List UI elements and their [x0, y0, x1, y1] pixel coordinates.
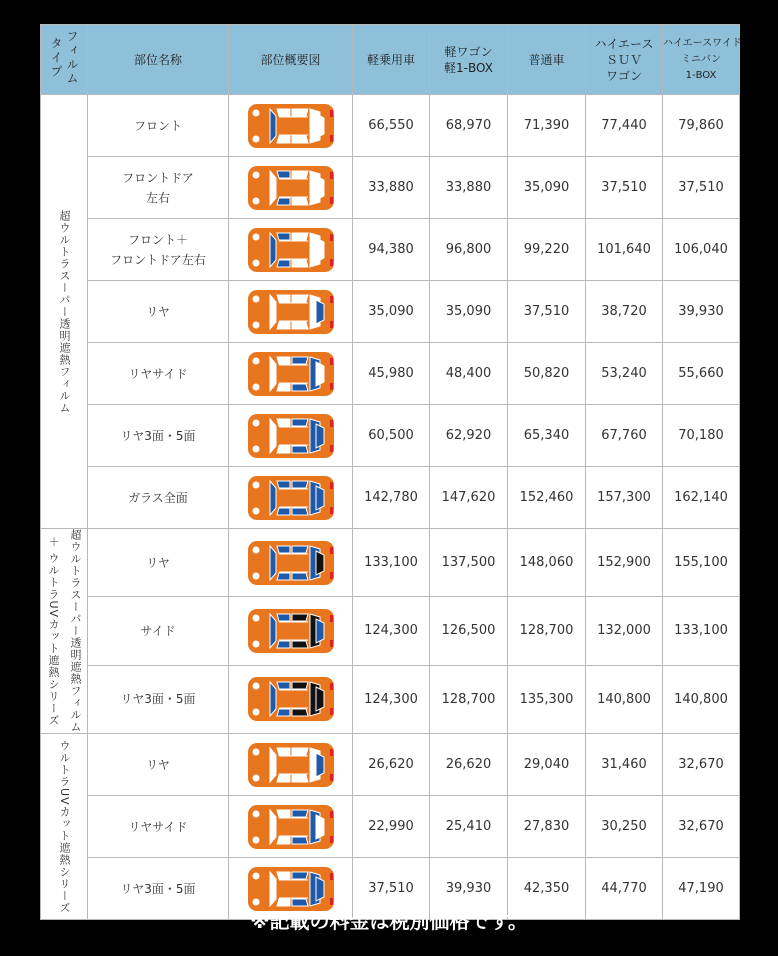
car-diagram-cell	[229, 529, 353, 597]
price-table-container	[40, 24, 742, 914]
price-cell: 48,400	[430, 343, 508, 405]
film-type-label-box	[41, 529, 87, 733]
part-name-cell: フロント	[88, 95, 229, 157]
price-cell: 50,820	[508, 343, 586, 405]
price-cell: 157,300	[586, 467, 663, 529]
header-part-name: 部位名称	[88, 25, 229, 95]
price-cell: 33,880	[430, 157, 508, 219]
price-cell: 26,620	[430, 734, 508, 796]
car-diagram-icon	[229, 224, 352, 276]
price-cell: 25,410	[430, 796, 508, 858]
film-type-cell	[41, 529, 88, 734]
car-diagram-icon	[229, 739, 352, 791]
car-diagram-icon	[229, 472, 352, 524]
car-diagram-icon	[229, 673, 352, 725]
price-cell: 106,040	[663, 219, 740, 281]
car-diagram-icon	[229, 162, 352, 214]
price-cell: 126,500	[430, 597, 508, 665]
price-cell: 44,770	[586, 858, 663, 920]
price-cell: 53,240	[586, 343, 663, 405]
price-cell: 32,670	[663, 796, 740, 858]
car-diagram-cell	[229, 343, 353, 405]
header-col-hiace-suv: ハイエース ＳＵＶ ワゴン	[586, 25, 663, 95]
price-cell: 32,670	[663, 734, 740, 796]
part-name-cell: フロントドア 左右	[88, 157, 229, 219]
price-cell: 147,620	[430, 467, 508, 529]
price-cell: 96,800	[430, 219, 508, 281]
price-cell: 155,100	[663, 529, 740, 597]
car-diagram-cell	[229, 219, 353, 281]
table-row	[41, 467, 740, 529]
price-cell: 65,340	[508, 405, 586, 467]
price-table	[40, 24, 740, 920]
car-diagram-cell	[229, 281, 353, 343]
header-col-futsu: 普通車	[508, 25, 586, 95]
car-diagram-cell	[229, 467, 353, 529]
part-name-cell: リヤ	[88, 734, 229, 796]
price-cell: 42,350	[508, 858, 586, 920]
price-cell: 140,800	[586, 665, 663, 733]
price-cell: 66,550	[353, 95, 430, 157]
price-cell: 142,780	[353, 467, 430, 529]
price-cell: 162,140	[663, 467, 740, 529]
car-diagram-cell	[229, 796, 353, 858]
tax-note: ※記載の料金は税別価格です。	[250, 909, 528, 933]
price-cell: 94,380	[353, 219, 430, 281]
film-type-label-box	[41, 740, 87, 914]
film-type-label-secondary: ＋ ウルトラUVカット遮熱シリーズ	[47, 535, 60, 727]
price-cell: 77,440	[586, 95, 663, 157]
car-diagram-cell	[229, 597, 353, 665]
film-type-label-box	[41, 210, 87, 414]
price-cell: 26,620	[353, 734, 430, 796]
price-cell: 133,100	[353, 529, 430, 597]
film-type-label: ウルトラUVカット遮熱シリーズ	[58, 739, 71, 914]
part-name-cell: リヤ3面・5面	[88, 858, 229, 920]
price-cell: 140,800	[663, 665, 740, 733]
table-row	[41, 665, 740, 733]
price-table-body	[41, 95, 740, 920]
header-row	[41, 25, 740, 95]
price-cell: 33,880	[353, 157, 430, 219]
car-diagram-icon	[229, 410, 352, 462]
price-cell: 37,510	[508, 281, 586, 343]
table-row	[41, 597, 740, 665]
film-type-cell	[41, 95, 88, 529]
film-type-label: 超ウルトラスーパー透明遮熱フィルム	[69, 529, 82, 733]
price-cell: 135,300	[508, 665, 586, 733]
price-cell: 37,510	[353, 858, 430, 920]
header-film-type-label: フィルム タイプ	[49, 29, 79, 86]
price-cell: 37,510	[586, 157, 663, 219]
price-cell: 79,860	[663, 95, 740, 157]
price-cell: 38,720	[586, 281, 663, 343]
price-cell: 29,040	[508, 734, 586, 796]
header-film-type	[41, 25, 88, 95]
price-cell: 45,980	[353, 343, 430, 405]
car-diagram-icon	[229, 605, 352, 657]
table-row	[41, 281, 740, 343]
part-name-cell: リヤ	[88, 529, 229, 597]
price-cell: 70,180	[663, 405, 740, 467]
price-cell: 35,090	[353, 281, 430, 343]
film-type-cell	[41, 734, 88, 920]
price-cell: 39,930	[663, 281, 740, 343]
table-row	[41, 95, 740, 157]
car-diagram-cell	[229, 665, 353, 733]
car-diagram-cell	[229, 95, 353, 157]
part-name-cell: サイド	[88, 597, 229, 665]
price-cell: 47,190	[663, 858, 740, 920]
header-col-kei: 軽乗用車	[353, 25, 430, 95]
price-cell: 55,660	[663, 343, 740, 405]
table-row	[41, 405, 740, 467]
car-diagram-icon	[229, 286, 352, 338]
table-row	[41, 219, 740, 281]
price-cell: 39,930	[430, 858, 508, 920]
part-name-cell: リヤ3面・5面	[88, 665, 229, 733]
price-cell: 124,300	[353, 665, 430, 733]
table-row	[41, 734, 740, 796]
header-col-keiwagon: 軽ワゴン 軽1-BOX	[430, 25, 508, 95]
table-row	[41, 343, 740, 405]
price-cell: 22,990	[353, 796, 430, 858]
header-col-hiace-wide: ハイエースワイド ミニバン 1-BOX	[663, 25, 740, 95]
table-row	[41, 157, 740, 219]
car-diagram-cell	[229, 157, 353, 219]
car-diagram-cell	[229, 734, 353, 796]
part-name-cell: ガラス全面	[88, 467, 229, 529]
table-row	[41, 529, 740, 597]
price-cell: 35,090	[508, 157, 586, 219]
price-cell: 27,830	[508, 796, 586, 858]
price-cell: 148,060	[508, 529, 586, 597]
car-diagram-icon	[229, 801, 352, 853]
price-cell: 31,460	[586, 734, 663, 796]
price-cell: 137,500	[430, 529, 508, 597]
part-name-cell: リヤ	[88, 281, 229, 343]
price-cell: 68,970	[430, 95, 508, 157]
price-cell: 132,000	[586, 597, 663, 665]
price-cell: 67,760	[586, 405, 663, 467]
header-diagram: 部位概要図	[229, 25, 353, 95]
price-cell: 62,920	[430, 405, 508, 467]
price-cell: 128,700	[508, 597, 586, 665]
price-cell: 124,300	[353, 597, 430, 665]
price-cell: 99,220	[508, 219, 586, 281]
car-diagram-icon	[229, 537, 352, 589]
price-cell: 37,510	[663, 157, 740, 219]
film-type-label: 超ウルトラスーパー透明遮熱フィルム	[58, 209, 71, 414]
table-row	[41, 796, 740, 858]
price-cell: 133,100	[663, 597, 740, 665]
car-diagram-icon	[229, 348, 352, 400]
price-cell: 152,460	[508, 467, 586, 529]
price-cell: 35,090	[430, 281, 508, 343]
part-name-cell: リヤサイド	[88, 343, 229, 405]
car-diagram-icon	[229, 100, 352, 152]
price-cell: 30,250	[586, 796, 663, 858]
part-name-cell: リヤ3面・5面	[88, 405, 229, 467]
price-cell: 152,900	[586, 529, 663, 597]
part-name-cell: リヤサイド	[88, 796, 229, 858]
part-name-cell: フロント＋ フロントドア左右	[88, 219, 229, 281]
price-cell: 71,390	[508, 95, 586, 157]
price-cell: 128,700	[430, 665, 508, 733]
price-cell: 101,640	[586, 219, 663, 281]
price-cell: 60,500	[353, 405, 430, 467]
car-diagram-cell	[229, 405, 353, 467]
